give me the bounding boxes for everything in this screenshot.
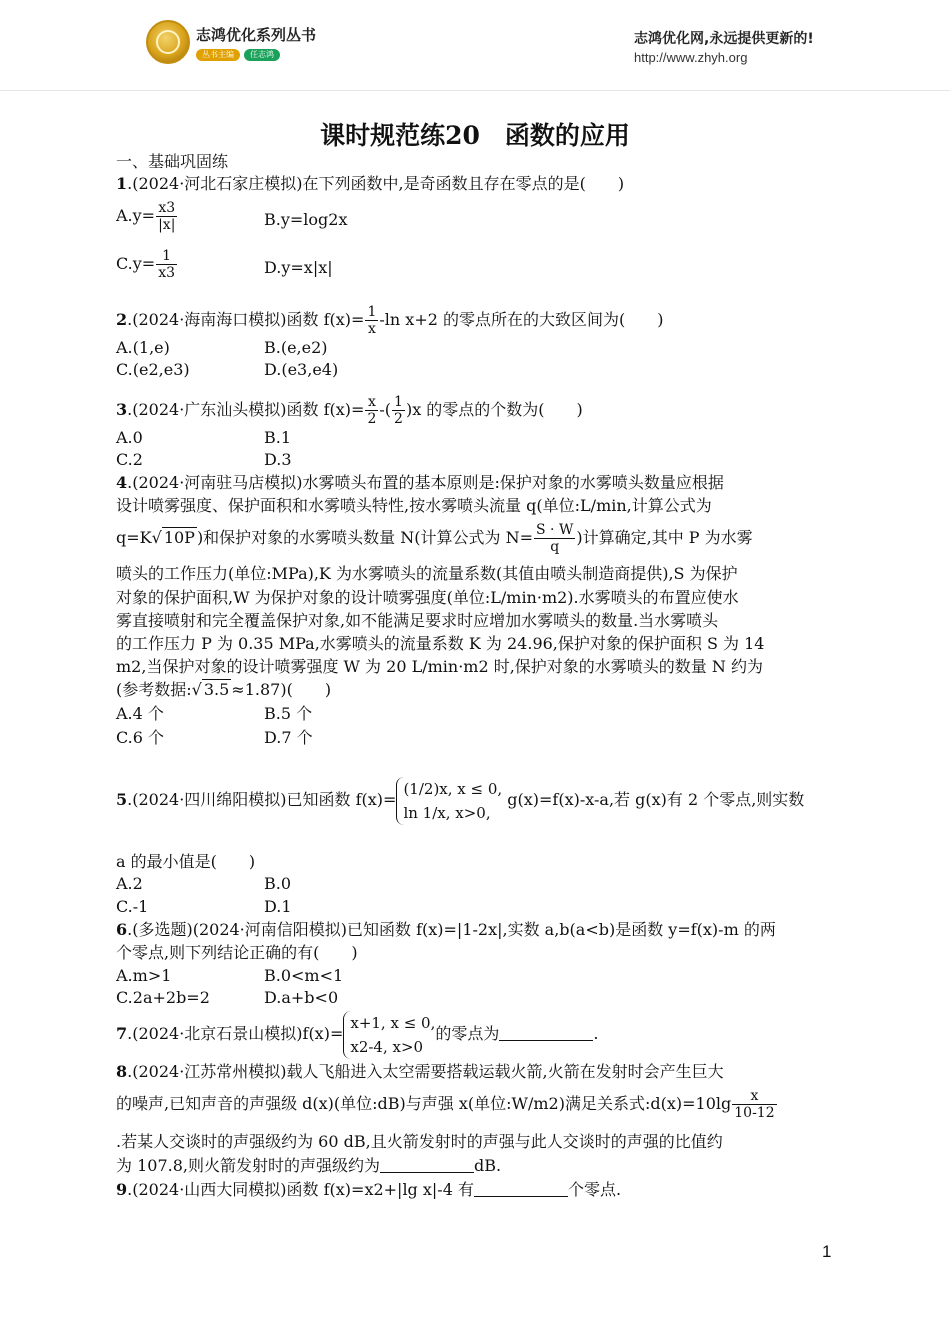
q4-option-d: D.7 个 (264, 728, 313, 747)
question-3-stem: 3.(2024·广东汕头模拟)函数 f(x)= $\frac{x}{2}$ -( $\frac{1}{2}$ )x 的零点的个数为( ) (116, 394, 583, 427)
q7-piecewise: x+1, x ≤ 0, x2-4, x>0 (343, 1011, 435, 1059)
q6-option-a: A.m>1 (116, 966, 172, 985)
question-8-line-4: 为 107.8,则火箭发射时的声强级约为 dB. (116, 1156, 502, 1175)
q1-option-c: C.y= $\frac{1}{x3}$ (116, 248, 176, 281)
question-5-line-2: a 的最小值是( ) (116, 852, 256, 871)
q2-option-b: B.(e,e2) (264, 338, 328, 357)
q1-option-b: B.y=log2x (264, 210, 348, 229)
question-8-line-2: 的噪声,已知声音的声强级 d(x)(单位:dB)与声强 x(单位:W/m2)满足关系式:d(x)=10lg $\frac{x}{10-12}$ (116, 1088, 775, 1121)
q5-piecewise: (1/2)x, x ≤ 0, ln 1/x, x>0, (396, 777, 502, 825)
q3-option-b: B.1 (264, 428, 292, 447)
question-4-line-2: 设计喷雾强度、保护面积和水雾喷头特性,按水雾喷头流量 q(单位:L/min,计算公式为 (116, 496, 712, 515)
q5-option-a: A.2 (116, 874, 143, 893)
question-2-stem: 2.(2024·海南海口模拟)函数 f(x)= $\frac{1}{x}$ -ln x+2 的零点所在的大致区间为( ) (116, 304, 664, 337)
question-9-stem: 9.(2024·山西大同模拟)函数 f(x)=x2+|lg x|-4 有 个零点. (116, 1180, 622, 1199)
question-4-line-6: 雾直接喷射和完全覆盖保护对象,如不能满足要求时应增加水雾喷头的数量.当水雾喷头 (116, 611, 719, 630)
q1-option-d: D.y=x|x| (264, 258, 333, 277)
q3-option-d: D.3 (264, 450, 292, 469)
question-4-line-3: q=K√ 10P )和保护对象的水雾喷头数量 N(计算公式为 N= $\frac{S \cdot W}{q}$ )计算确定,其中 P 为水雾 (116, 522, 753, 555)
q8-answer-blank[interactable] (380, 1158, 474, 1173)
q4-option-c: C.6 个 (116, 728, 165, 747)
question-8-line-1: 8.(2024·江苏常州模拟)载人飞船进入太空需要搭载运载火箭,火箭在发射时会产生巨大 (116, 1062, 724, 1081)
series-editor-label: 丛书主编 (196, 49, 240, 61)
q2-option-c: C.(e2,e3) (116, 360, 190, 379)
q4-option-a: A.4 个 (116, 704, 164, 723)
series-logo-icon (146, 20, 190, 64)
q9-answer-blank[interactable] (474, 1182, 568, 1197)
question-1-stem: 1.(2024·河北石家庄模拟)在下列函数中,是奇函数且存在零点的是( ) (116, 174, 625, 193)
page-title: 课时规范练20 函数的应用 (320, 121, 630, 150)
q3-option-a: A.0 (116, 428, 143, 447)
question-4-line-1: 4.(2024·河南驻马店模拟)水雾喷头布置的基本原则是:保护对象的水雾喷头数量应根据 (116, 473, 724, 492)
question-6-line-1: 6.(多选题)(2024·河南信阳模拟)已知函数 f(x)=|1-2x|,实数 a,b(a<b)是函数 y=f(x)-m 的两 (116, 920, 776, 939)
q6-option-b: B.0<m<1 (264, 966, 344, 985)
series-brand: 志鸿优化系列丛书 (196, 26, 317, 44)
section-heading: 一、基础巩固练 (116, 152, 229, 171)
question-4-line-4: 喷头的工作压力(单位:MPa),K 为水雾喷头的流量系数(其值由喷头制造商提供),S 为保护 (116, 564, 738, 583)
question-6-line-2: 个零点,则下列结论正确的有( ) (116, 943, 358, 962)
q5-option-c: C.-1 (116, 897, 149, 916)
q3-option-c: C.2 (116, 450, 143, 469)
q6-option-d: D.a+b<0 (264, 988, 339, 1007)
header-divider (0, 90, 950, 91)
q2-option-d: D.(e3,e4) (264, 360, 339, 379)
q5-option-d: D.1 (264, 897, 292, 916)
page-header (0, 0, 950, 100)
question-4-line-7: 的工作压力 P 为 0.35 MPa,水雾喷头的流量系数 K 为 24.96,保护对象的保护面积 S 为 14 (116, 634, 765, 653)
page-number: 1 (822, 1242, 832, 1261)
q1-option-a: A.y= $\frac{x3}{|x|}$ (116, 200, 176, 233)
q5-option-b: B.0 (264, 874, 292, 893)
q6-option-c: C.2a+2b=2 (116, 988, 210, 1007)
q7-answer-blank[interactable] (499, 1026, 593, 1041)
question-4-line-8: m2,当保护对象的设计喷雾强度 W 为 20 L/min·m2 时,保护对象的水雾喷头的数量 N 约为 (116, 657, 763, 676)
question-4-line-5: 对象的保护面积,W 为保护对象的设计喷雾强度(单位:L/min·m2).水雾喷头的布置应使水 (116, 588, 739, 607)
series-editor-name: 任志鸿 (244, 49, 280, 61)
q4-option-b: B.5 个 (264, 704, 313, 723)
question-8-line-3: .若某人交谈时的声强级约为 60 dB,且火箭发射时的声强与此人交谈时的声强的比值约 (116, 1132, 723, 1151)
header-url[interactable]: http://www.zhyh.org (634, 50, 748, 65)
question-7-stem: 7.(2024·北京石景山模拟)f(x)= x+1, x ≤ 0, x2-4, x>0 的零点为 . (116, 1008, 598, 1060)
question-5-stem: 5.(2024·四川绵阳模拟)已知函数 f(x)= (1/2)x, x ≤ 0, ln 1/x, x>0, g(x)=f(x)-x-a,若 g(x)有 2 个零点,则实数 (116, 752, 804, 848)
question-4-line-9: (参考数据:√ 3.5 ≈1.87)( ) (116, 680, 332, 699)
q2-option-a: A.(1,e) (116, 338, 170, 357)
header-slogan: 志鸿优化网,永远提供更新的! (634, 31, 814, 47)
